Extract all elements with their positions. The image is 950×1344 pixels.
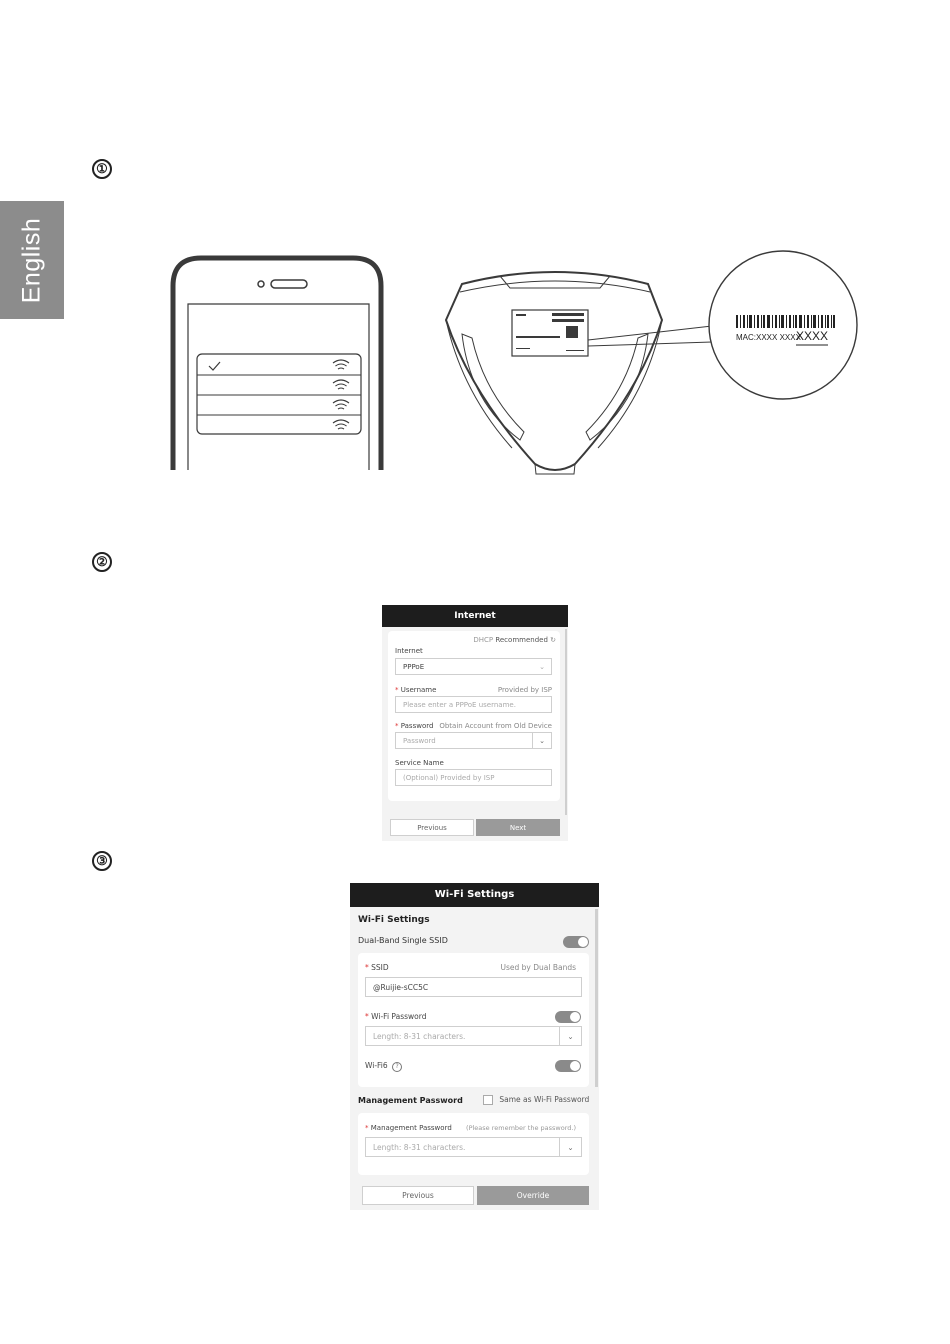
- next-button[interactable]: Next: [476, 819, 560, 836]
- wifi-password-toggle[interactable]: [555, 1011, 581, 1023]
- help-icon[interactable]: ?: [392, 1062, 402, 1072]
- password-label-row: * Password: [395, 722, 434, 730]
- mgmt-password-label: Management Password: [370, 1124, 452, 1132]
- wifi6-label: Wi-Fi6: [365, 1061, 388, 1070]
- wifi-panel-title: Wi-Fi Settings: [350, 883, 599, 907]
- label-magnifier: [707, 249, 859, 401]
- recommended-label: Recommended: [495, 636, 548, 644]
- wifi-password-label-row: * Wi-Fi Password: [365, 1012, 427, 1021]
- username-hint: Provided by ISP: [497, 686, 552, 694]
- mgmt-password-input[interactable]: [365, 1137, 582, 1157]
- chevron-down-icon: ⌄: [539, 662, 545, 671]
- password-placeholder: Password: [403, 736, 436, 745]
- step-2-marker: ②: [92, 552, 112, 572]
- language-label: English: [17, 217, 46, 303]
- wifi6-toggle[interactable]: [555, 1060, 581, 1072]
- mgmt-password-label-row: * Management Password: [365, 1124, 452, 1132]
- step-3-marker: ③: [92, 851, 112, 871]
- show-password-icon[interactable]: ⌄: [559, 1138, 581, 1156]
- same-as-wifi-row[interactable]: [483, 1095, 589, 1105]
- dhcp-label: DHCP: [473, 636, 494, 644]
- dhcp-recommended[interactable]: [473, 636, 556, 644]
- refresh-icon: ↻: [550, 636, 556, 644]
- scrollbar[interactable]: [595, 909, 598, 1087]
- phone-illustration: [165, 254, 389, 472]
- show-password-icon[interactable]: ⌄: [559, 1027, 581, 1045]
- language-tab: [0, 201, 64, 319]
- step-1-marker: ①: [92, 159, 112, 179]
- service-name-input[interactable]: (Optional) Provided by ISP: [395, 769, 552, 786]
- internet-panel: [382, 605, 568, 841]
- internet-type-select[interactable]: [395, 658, 552, 675]
- override-button[interactable]: Override: [477, 1186, 589, 1205]
- username-label: Username: [400, 686, 437, 694]
- wifi-password-input[interactable]: [365, 1026, 582, 1046]
- username-input[interactable]: Please enter a PPPoE username.: [395, 696, 552, 713]
- same-as-checkbox[interactable]: [483, 1095, 493, 1105]
- mgmt-password-placeholder: Length: 8-31 characters.: [373, 1142, 466, 1152]
- wifi-settings-panel: [350, 883, 599, 1210]
- ssid-label: SSID: [371, 963, 389, 972]
- scrollbar[interactable]: [565, 629, 567, 815]
- dual-band-toggle[interactable]: [563, 936, 589, 948]
- mgmt-password-title: Management Password: [358, 1096, 463, 1105]
- mgmt-password-hint: (Please remember the password.): [466, 1124, 576, 1132]
- internet-label: Internet: [395, 647, 423, 655]
- wifi6-label-row: [365, 1061, 402, 1072]
- same-as-label: Same as Wi-Fi Password: [499, 1095, 590, 1104]
- wifi-section-title: Wi-Fi Settings: [358, 915, 430, 925]
- service-name-label: Service Name: [395, 759, 444, 767]
- password-label: Password: [400, 722, 434, 730]
- wifi-password-placeholder: Length: 8-31 characters.: [373, 1031, 466, 1041]
- mac-suffix: XXXX: [796, 329, 829, 343]
- previous-button[interactable]: Previous: [362, 1186, 474, 1205]
- mac-text: MAC:XXXX XXXX: [736, 333, 801, 342]
- router-illustration: [440, 262, 670, 474]
- previous-button[interactable]: Previous: [390, 819, 474, 836]
- obtain-account-link[interactable]: Obtain Account from Old Device: [439, 722, 552, 730]
- ssid-hint: Used by Dual Bands: [500, 963, 576, 972]
- dual-band-label: Dual-Band Single SSID: [358, 936, 448, 945]
- password-input[interactable]: [395, 732, 552, 749]
- username-label-row: * Username: [395, 686, 437, 694]
- internet-type-value: PPPoE: [403, 662, 425, 671]
- ssid-label-row: * SSID: [365, 963, 389, 972]
- ssid-input[interactable]: @Ruijie-sCC5C: [365, 977, 582, 997]
- wifi-password-label: Wi-Fi Password: [371, 1012, 427, 1021]
- show-password-icon[interactable]: ⌄: [532, 733, 551, 748]
- internet-panel-title: Internet: [382, 605, 568, 627]
